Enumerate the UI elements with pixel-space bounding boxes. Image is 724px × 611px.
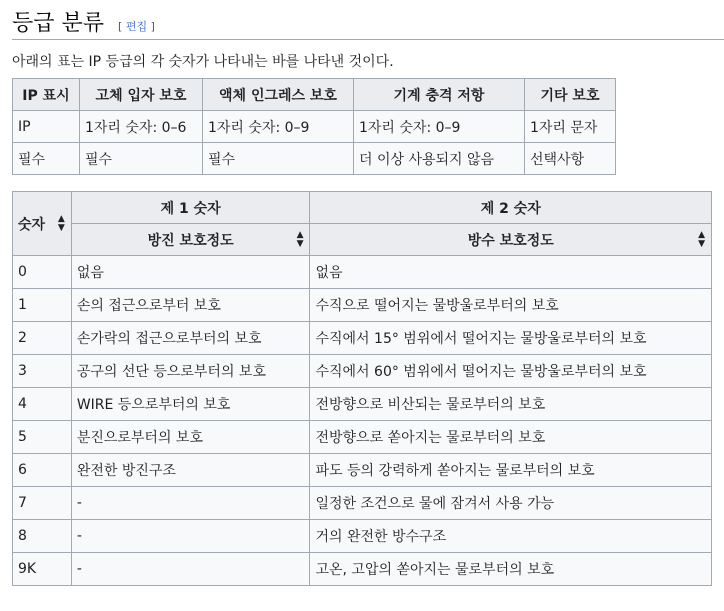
section-title: 등급 분류 — [12, 11, 105, 36]
ip-digit-meaning-table — [12, 191, 712, 586]
intro-paragraph: 아래의 표는 IP 등급의 각 숫자가 나타내는 바를 나타낸 것이다. — [12, 54, 394, 70]
table-row — [13, 454, 712, 487]
dust-cell: - — [71, 553, 310, 586]
dust-cell: - — [71, 487, 310, 520]
table-row — [13, 289, 712, 322]
dust-cell: 손의 접근으로부터 보호 — [71, 289, 310, 322]
digit-cell: 9K — [13, 553, 72, 586]
digit-cell: 3 — [13, 355, 72, 388]
digit-cell: 5 — [13, 421, 72, 454]
sort-arrows-icon: ▲ ▼ — [698, 229, 705, 249]
table-cell: 필수 — [80, 143, 203, 175]
section-heading — [12, 0, 724, 40]
table-cell: 1자리 숫자: 0–9 — [203, 111, 354, 143]
header-label: 방진 보호정도 — [147, 232, 234, 249]
table-cell: 1자리 숫자: 0–6 — [80, 111, 203, 143]
water-cell: 수직으로 떨어지는 물방울로부터의 보호 — [310, 289, 712, 322]
water-cell: 고온, 고압의 쏟아지는 물로부터의 보호 — [310, 553, 712, 586]
table-row — [13, 388, 712, 421]
edit-link[interactable]: 편집 — [125, 20, 148, 33]
table-cell: 필수 — [13, 143, 80, 175]
table-cell: 선택사항 — [525, 143, 616, 175]
table-header-row — [13, 79, 616, 111]
dust-cell: 손가락의 접근으로부터의 보호 — [71, 322, 310, 355]
dust-cell: - — [71, 520, 310, 553]
water-cell: 전방향으로 비산되는 물로부터의 보호 — [310, 388, 712, 421]
table-row — [13, 322, 712, 355]
sortable-header-digit[interactable] — [13, 192, 72, 256]
table-header-row — [13, 192, 712, 224]
table-row — [13, 143, 616, 175]
edit-section — [118, 18, 155, 34]
water-cell: 파도 등의 강력하게 쏟아지는 물로부터의 보호 — [310, 454, 712, 487]
digit-cell: 2 — [13, 322, 72, 355]
column-header: IP 표시 — [13, 79, 80, 111]
water-cell: 거의 완전한 방수구조 — [310, 520, 712, 553]
table-cell: 1자리 숫자: 0–9 — [354, 111, 525, 143]
sortable-header-dust[interactable] — [71, 224, 310, 256]
dust-cell: 공구의 선단 등으로부터의 보호 — [71, 355, 310, 388]
table-row — [13, 421, 712, 454]
group-header-first-digit: 제 1 숫자 — [71, 192, 310, 224]
column-header: 기계 충격 저항 — [354, 79, 525, 111]
sortable-header-water[interactable] — [310, 224, 712, 256]
water-cell: 일정한 조건으로 물에 잠겨서 사용 가능 — [310, 487, 712, 520]
table-cell: 필수 — [203, 143, 354, 175]
digit-cell: 4 — [13, 388, 72, 421]
sort-arrows-icon: ▲ ▼ — [296, 229, 304, 249]
edit-bracket-open: [ — [118, 20, 123, 33]
table-row — [13, 520, 712, 553]
header-label: 숫자 — [18, 216, 46, 233]
digit-cell: 6 — [13, 454, 72, 487]
column-header: 기타 보호 — [525, 79, 616, 111]
digit-cell: 8 — [13, 520, 72, 553]
column-header: 고체 입자 보호 — [80, 79, 203, 111]
table-row — [13, 553, 712, 586]
digit-cell: 0 — [13, 256, 72, 289]
table-row — [13, 487, 712, 520]
dust-cell: 없음 — [71, 256, 310, 289]
ip-code-format-table — [12, 78, 616, 175]
table-cell: 더 이상 사용되지 않음 — [354, 143, 525, 175]
group-header-second-digit: 제 2 숫자 — [310, 192, 712, 224]
water-cell: 전방향으로 쏟아지는 물로부터의 보호 — [310, 421, 712, 454]
table-cell: 1자리 문자 — [525, 111, 616, 143]
edit-bracket-close: ] — [150, 20, 155, 33]
table-cell: IP — [13, 111, 80, 143]
dust-cell: 분진으로부터의 보호 — [71, 421, 310, 454]
dust-cell: WIRE 등으로부터의 보호 — [71, 388, 310, 421]
table-subheader-row — [13, 224, 712, 256]
digit-cell: 7 — [13, 487, 72, 520]
sort-arrows-icon: ▲ ▼ — [57, 213, 65, 233]
water-cell: 수직에서 60° 범위에서 떨어지는 물방울로부터의 보호 — [310, 355, 712, 388]
digit-cell: 1 — [13, 289, 72, 322]
table-row — [13, 256, 712, 289]
water-cell: 수직에서 15° 범위에서 떨어지는 물방울로부터의 보호 — [310, 322, 712, 355]
header-label: 방수 보호정도 — [467, 232, 554, 249]
table-row — [13, 355, 712, 388]
water-cell: 없음 — [310, 256, 712, 289]
dust-cell: 완전한 방진구조 — [71, 454, 310, 487]
column-header: 액체 인그레스 보호 — [203, 79, 354, 111]
table-row — [13, 111, 616, 143]
